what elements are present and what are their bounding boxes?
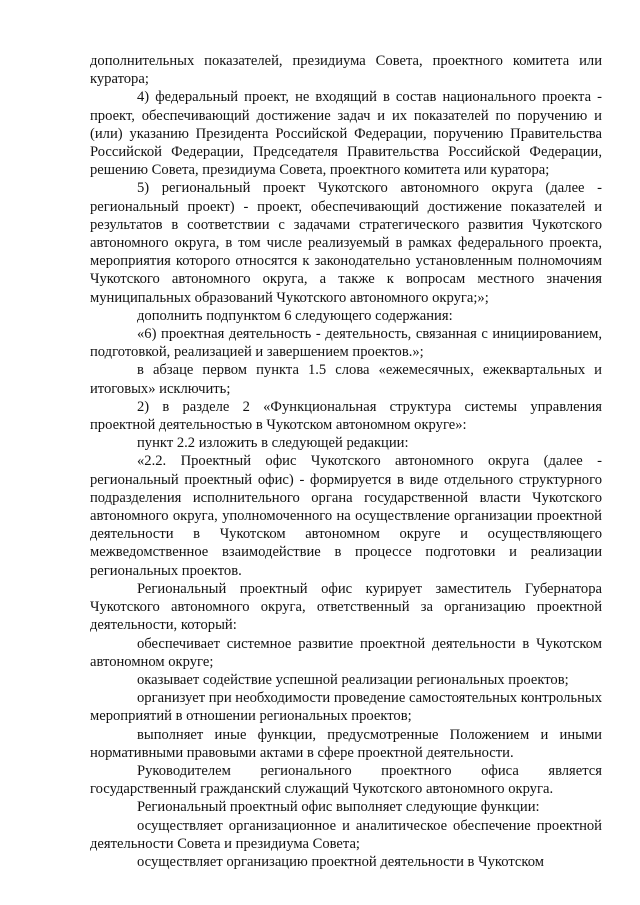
paragraph: выполняет иные функции, предусмотренные Положением и иными нормативными правовыми актами в сфере проектной деятельности. (90, 726, 602, 761)
paragraph: дополнительных показателей, президиума Совета, проектного комитета или куратора; (90, 53, 602, 88)
paragraph: оказывает содействие успешной реализации региональных проектов; (137, 671, 569, 688)
paragraph: пункт 2.2 изложить в следующей редакции: (137, 435, 409, 452)
paragraph: 2) в разделе 2 «Функциональная структура системы управления проектной деятельностью в Чукотском автономном округе»: (90, 398, 602, 434)
paragraph: осуществляет организацию проектной деятельности в Чукотском (137, 853, 544, 870)
paragraph: Руководителем регионального проектного офиса является государственный гражданский служащий Чукотского автономного округа. (90, 762, 602, 798)
paragraph: 4) федеральный проект, не входящий в состав национального проекта - проект, обеспечивающий достижение задач и их показателей по поручению и (или) указанию Президента Российской Федерации, поручению Правительства Российской Федерации, Председателя Правительства Российской Федерации, решению Совета, президиума Совета, проектного комитета или куратора; (90, 89, 602, 179)
paragraph: 5) региональный проект Чукотского автономного округа (далее - региональный проект) - проект, обеспечивающий достижение показателей и результатов в соответствии с задачами стратегического развития Чукотского автономного округа, в том числе реализуемый в рамках федерального проекта, мероприятия которого относятся к законодательно установленным полномочиям Чукотского автономного округа, а также к вопросам местного значения муниципальных образований Чукотского автономного округа;»; (90, 180, 602, 306)
paragraph: организует при необходимости проведение самостоятельных контрольных мероприятий в отношении региональных проектов; (90, 690, 603, 725)
paragraph: Региональный проектный офис выполняет следующие функции: (137, 799, 540, 816)
paragraph: обеспечивает системное развитие проектной деятельности в Чукотском автономном округе; (90, 635, 602, 670)
paragraph: дополнить подпунктом 6 следующего содержания: (137, 307, 453, 324)
paragraph: «2.2. Проектный офис Чукотского автономного округа (далее - региональный проектный офис) - формируется в виде отдельного структурного подразделения исполнительного органа государственной власти Чукотского автономного округа, уполномоченного на осуществление организации проектной деятельности в Чукотском автономном округе и осуществляющего межведомственное взаимодействие в процессе подготовки и реализации региональных проектов. (90, 453, 602, 579)
paragraph: «6) проектная деятельность - деятельность, связанная с инициированием, подготовкой, реализацией и завершением проектов.»; (90, 326, 602, 361)
paragraph: в абзаце первом пункта 1.5 слова «ежемесячных, ежеквартальных и итоговых» исключить; (90, 362, 602, 397)
paragraph: осуществляет организационное и аналитическое обеспечение проектной деятельности Совета и президиума Совета; (90, 817, 602, 852)
paragraph: Региональный проектный офис курирует заместитель Губернатора Чукотского автономного округа, ответственный за организацию проектной деятельности, который: (90, 580, 602, 634)
